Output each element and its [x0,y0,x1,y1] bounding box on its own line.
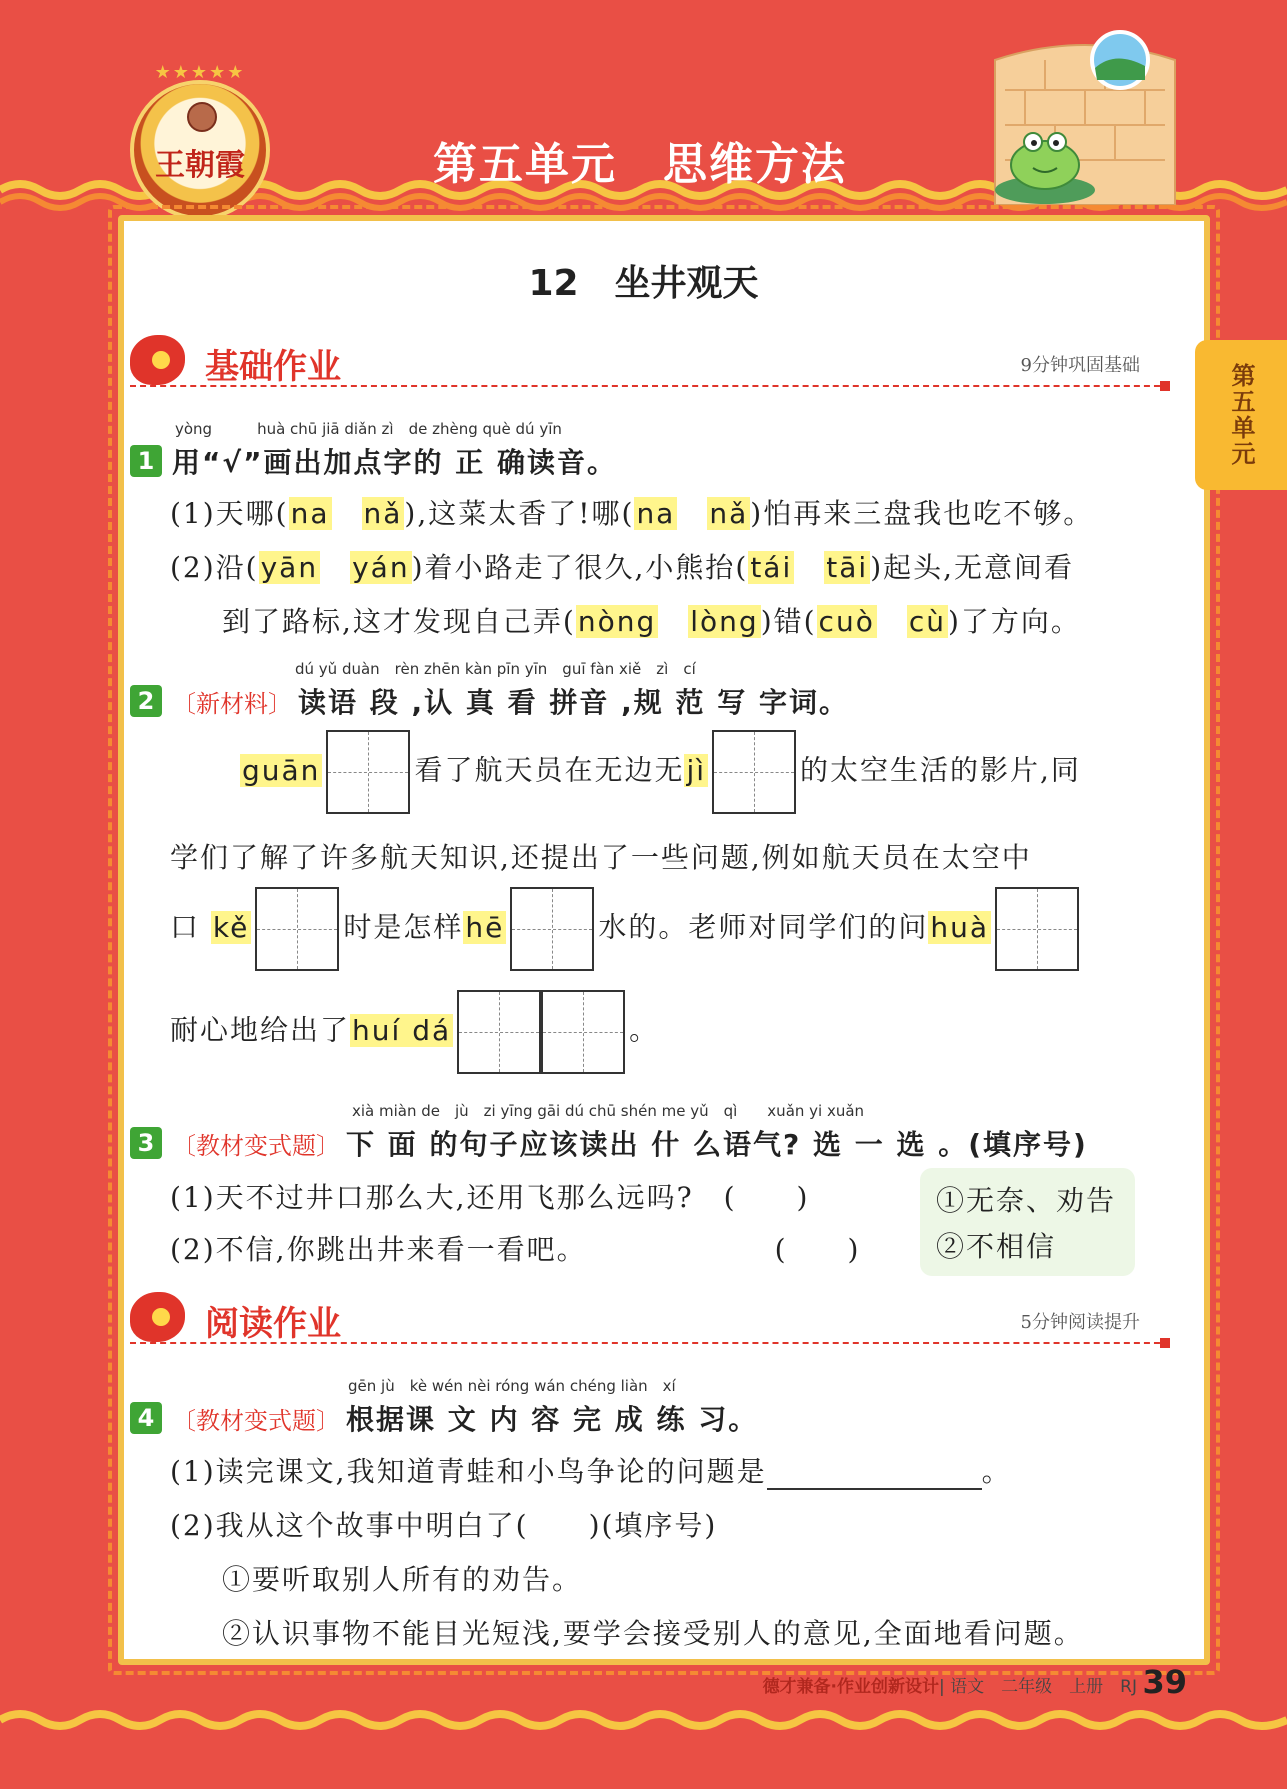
answer-blank[interactable] [767,1460,982,1490]
q1-line-2 [170,546,1074,586]
q2-number: 2 [130,685,162,717]
q4-option-1: ①要听取别人所有的劝告。 [222,1563,583,1596]
q1-pinyin: yòng huà chū jiā diǎn zì de zhèng què dú yīn [175,420,562,438]
writing-box[interactable] [712,730,796,814]
q4-item-2: (2)我从这个故事中明白了( )(填序号) [170,1509,718,1542]
text: 时是怎样 [343,910,464,944]
q4-option-2: ②认识事物不能目光短浅,要学会接受别人的意见,全面地看问题。 [222,1617,1084,1650]
text: 到了路标,这才发现自己弄( [222,605,576,638]
q2-tag: 〔新材料〕 [172,689,292,718]
text: (2)不信,你跳出井来看一看吧。 [170,1233,587,1266]
section-basic-header [130,335,1170,395]
book-meta: | 语文 二年级 上册 RJ [939,1677,1137,1697]
q1-number: 1 [130,445,162,477]
option-cuo[interactable]: cuò [818,605,875,638]
answer-paren[interactable]: ( ) [723,1181,810,1214]
q3-pinyin: xià miàn de jù zi yīng gāi dú chū shén me yǔ qì xuǎn yi xuǎn [352,1102,865,1120]
text: )了方向。 [947,605,1081,638]
text: )错( [760,605,817,638]
q4-stem: 根据课 文 内 容 完 成 练 习。 [346,1403,759,1436]
q3-options-box [920,1168,1135,1276]
pinyin-ke: kě [212,910,250,944]
lamp-icon [130,1292,185,1342]
pinyin-hua: huà [930,910,990,944]
question-4 [130,1375,1190,1438]
option-tai2[interactable]: tái [750,551,793,584]
stars-icon: ★★★★★ [154,62,246,83]
q3-tag: 〔教材变式题〕 [172,1131,340,1160]
text: (1)读完课文,我知道青蛙和小鸟争论的问题是 [170,1455,767,1488]
pinyin-guan: guān [242,753,321,787]
pinyin-hui-da: huí dá [352,1013,452,1047]
question-1 [130,418,1190,481]
text: ),这菜太香了!哪( [404,497,635,530]
question-3 [130,1100,1190,1163]
q3-option-1: ①无奈、劝告 [936,1184,1117,1217]
text: 。 [629,1013,660,1047]
wavy-border-bottom [0,1700,1287,1789]
text: 。 [981,1455,1012,1488]
q2-para-2: 学们了解了许多航天知识,还提出了一些问题,例如航天员在太空中 [170,841,1032,874]
q4-pinyin: gēn jù kè wén nèi róng wán chéng liàn xí [348,1377,676,1395]
unit-side-tab: 第五单元 [1195,340,1287,490]
writing-box[interactable] [995,887,1079,971]
writing-box[interactable] [457,990,541,1074]
q2-stem: 读语 段 ,认 真 看 拼音 ,规 范 写 字词。 [298,686,850,719]
q3-sentence-2 [170,1228,860,1268]
option-cu[interactable]: cù [908,605,946,638]
writing-box[interactable] [326,730,410,814]
text: 看了航天员在无边无 [414,753,685,787]
q1-stem: 用“√”画出加点字的 正 确读音。 [172,446,617,479]
option-tai1[interactable]: tāi [826,551,869,584]
portrait-icon [187,102,217,132]
section-reading-header [130,1292,1170,1352]
writing-box[interactable] [510,887,594,971]
option-yan1[interactable]: yān [260,551,319,584]
writing-box[interactable] [255,887,339,971]
series-name: 德才兼备·作业创新设计 [762,1677,940,1697]
text: )怕再来三盘我也吃不够。 [750,497,1094,530]
lesson-title: 12 坐井观天 [528,263,759,304]
text: 耐心地给出了 [170,1013,351,1047]
logo-text: 王朝霞 [155,148,245,183]
option-na3-1[interactable]: nǎ [363,497,403,530]
header [0,0,1287,220]
unit-title: 第五单元 思维方法 [433,139,847,190]
footer-series [763,1672,1137,1697]
pinyin-he: hē [465,910,505,944]
page-number: 39 [1142,1663,1187,1701]
option-yan2[interactable]: yán [352,551,410,584]
writing-box[interactable] [541,990,625,1074]
section-divider [130,1342,1170,1344]
question-2 [130,658,1190,721]
q3-option-2: ②不相信 [936,1230,1057,1263]
q2-pinyin: dú yǔ duàn rèn zhēn kàn pīn yīn guī fàn xiě zì cí [295,660,696,678]
q4-tag: 〔教材变式题〕 [172,1406,340,1435]
option-na-1[interactable]: na [290,497,330,530]
section-basic-label: 基础作业 [205,347,341,387]
section-divider [130,385,1170,387]
q2-para-1 [240,730,1081,814]
option-na3-2[interactable]: nǎ [709,497,749,530]
q3-sentence-1 [170,1176,809,1216]
text: (1)天哪( [170,497,289,530]
q1-line-3 [222,600,1081,640]
option-long[interactable]: lòng [690,605,759,638]
section-basic-note: 9分钟巩固基础 [1020,355,1140,376]
q3-stem: 下 面 的句子应该读出 什 么语气? 选 一 选 。(填序号) [346,1128,1088,1161]
text: )起头,无意间看 [870,551,1075,584]
text: )着小路走了很久,小熊抬( [411,551,749,584]
text: 口 [170,910,201,944]
option-na-2[interactable]: na [636,497,676,530]
answer-paren[interactable]: ( ) [774,1233,861,1266]
pinyin-ji: jì [686,753,707,787]
q3-number: 3 [130,1127,162,1159]
brand-logo [130,62,270,220]
q2-para-4 [170,990,659,1074]
text: (2)沿( [170,551,259,584]
section-reading-note: 5分钟阅读提升 [1020,1312,1140,1333]
q4-item-1 [170,1450,1012,1490]
frog-in-well-illustration [985,30,1185,205]
option-nong[interactable]: nòng [577,605,657,638]
text: 水的。老师对同学们的问 [598,910,929,944]
q4-number: 4 [130,1402,162,1434]
section-reading-label: 阅读作业 [205,1304,341,1344]
q2-para-3 [170,887,1083,971]
lamp-icon [130,335,185,385]
text: (1)天不过井口那么大,还用飞那么远吗? [170,1181,694,1214]
text: 的太空生活的影片,同 [800,753,1081,787]
q1-line-1 [170,492,1093,532]
